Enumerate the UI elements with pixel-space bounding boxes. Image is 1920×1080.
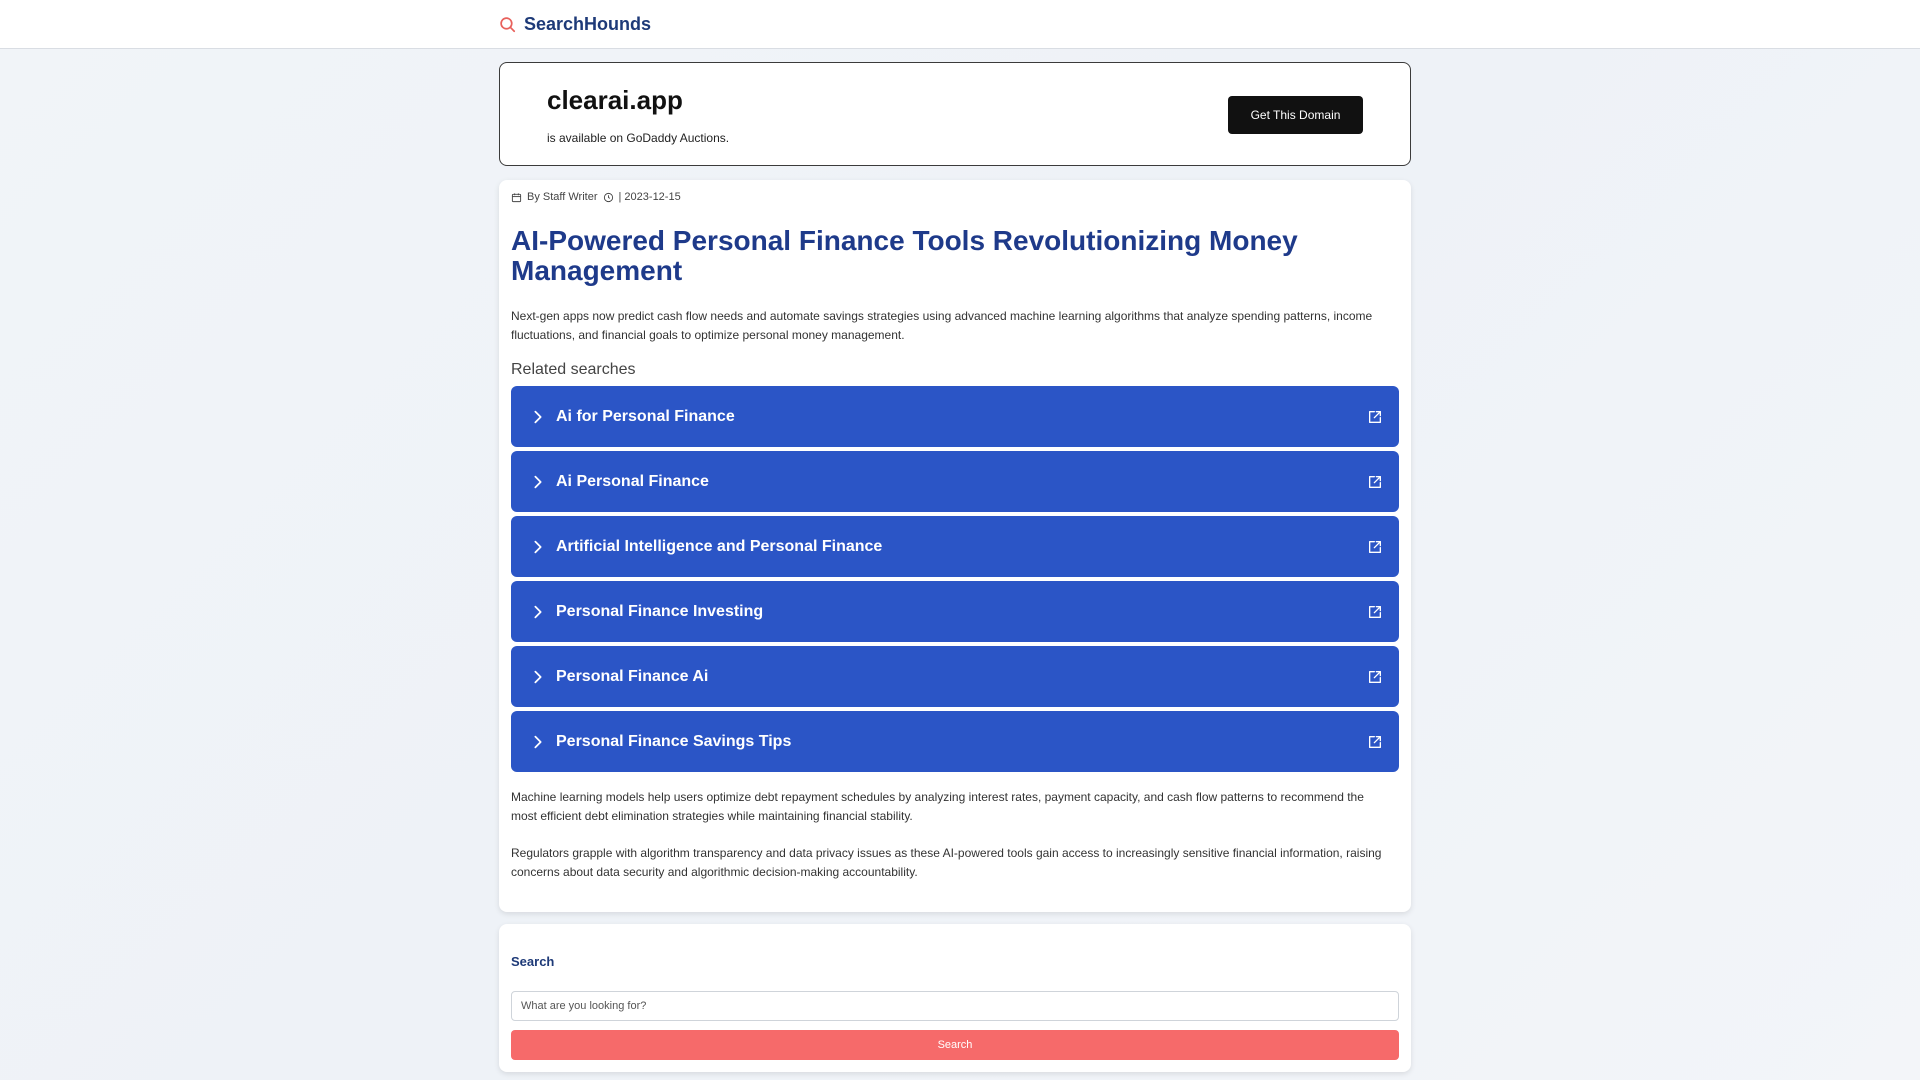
external-link-icon — [1367, 669, 1383, 685]
related-search-label: Ai for Personal Finance — [556, 407, 735, 425]
related-search-label: Ai Personal Finance — [556, 472, 709, 490]
brand-name[interactable]: SearchHounds — [524, 13, 652, 34]
chevron-right-icon — [530, 539, 546, 555]
domain-name: clearai.app — [547, 85, 683, 115]
chevron-right-icon — [530, 734, 546, 750]
article-meta — [511, 191, 681, 203]
related-search-label: Personal Finance Savings Tips — [556, 732, 792, 750]
calendar-icon — [511, 192, 522, 203]
brand-logo[interactable] — [499, 12, 651, 36]
article-title: AI-Powered Personal Finance Tools Revolutionizing Money Management — [511, 225, 1298, 286]
related-search-item[interactable] — [511, 386, 1399, 447]
article-paragraph: Regulators grapple with algorithm transparency and data privacy issues as these AI-powered tools gain access to increasingly sensitive financial information, raising concerns about data security and algorithmic decision-making accountability. — [511, 846, 1382, 879]
related-searches-heading: Related searches — [511, 361, 636, 378]
article-author: By Staff Writer — [527, 191, 598, 203]
related-search-item[interactable] — [511, 581, 1399, 642]
get-this-domain-button[interactable]: Get This Domain — [1228, 96, 1363, 134]
article-intro: Next-gen apps now predict cash flow needs and automate savings strategies using advanced machine learning algorithms that analyze spending patterns, income fluctuations, and financial goals to optimize personal money management. — [511, 309, 1373, 342]
related-search-item[interactable] — [511, 451, 1399, 512]
external-link-icon — [1367, 734, 1383, 750]
search-input[interactable] — [511, 991, 1399, 1021]
article-date: | 2023-12-15 — [618, 191, 681, 203]
search-heading: Search — [511, 954, 555, 969]
domain-banner — [499, 62, 1411, 166]
external-link-icon — [1367, 474, 1383, 490]
related-searches-list — [511, 386, 1399, 776]
related-search-item[interactable] — [511, 516, 1399, 577]
article-paragraph: Machine learning models help users optimize debt repayment schedules by analyzing interest rates, payment capacity, and cash flow patterns to recommend the most efficient debt elimination strategies while maintaining financial stability. — [511, 790, 1364, 823]
related-search-item[interactable] — [511, 711, 1399, 772]
related-search-item[interactable] — [511, 646, 1399, 707]
external-link-icon — [1367, 539, 1383, 555]
search-button[interactable]: Search — [511, 1030, 1399, 1060]
chevron-right-icon — [530, 604, 546, 620]
article-card — [499, 180, 1411, 912]
chevron-right-icon — [530, 474, 546, 490]
chevron-right-icon — [530, 669, 546, 685]
top-navigation-bar — [0, 0, 1920, 49]
related-search-label: Personal Finance Investing — [556, 602, 764, 620]
external-link-icon — [1367, 409, 1383, 425]
clock-icon — [603, 192, 614, 203]
search-icon — [499, 16, 516, 33]
external-link-icon — [1367, 604, 1383, 620]
related-search-label: Artificial Intelligence and Personal Finance — [556, 537, 883, 555]
related-search-label: Personal Finance Ai — [556, 667, 709, 685]
search-card — [499, 924, 1411, 1072]
chevron-right-icon — [530, 409, 546, 425]
domain-availability-text: is available on GoDaddy Auctions. — [547, 131, 730, 145]
